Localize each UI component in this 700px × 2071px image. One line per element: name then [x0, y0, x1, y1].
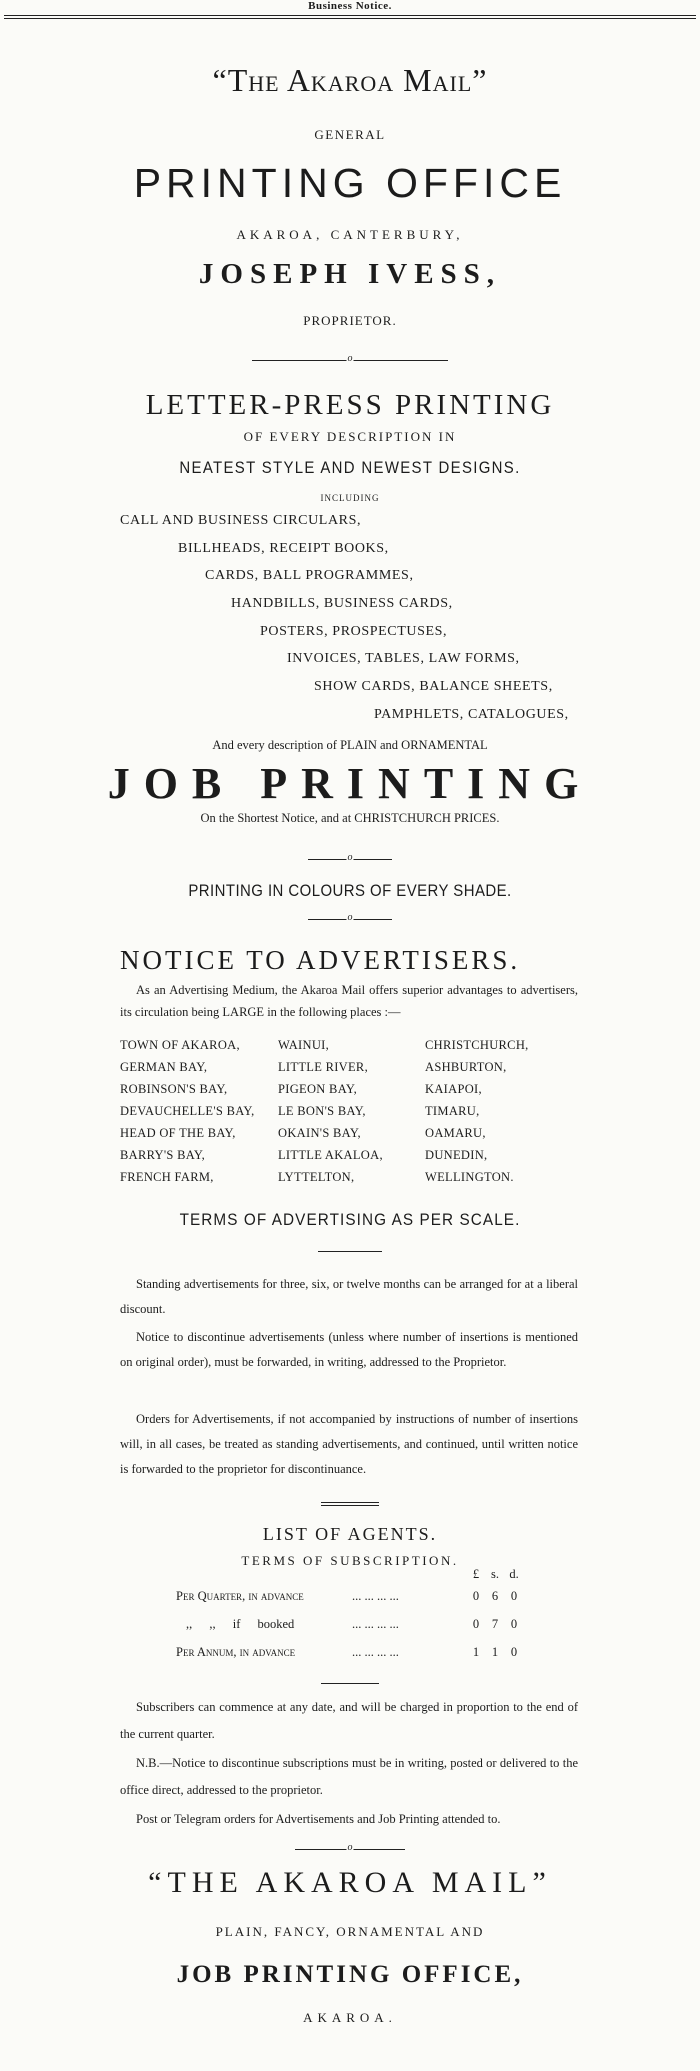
place-name: KAIAPOI,: [425, 1082, 482, 1096]
advertisers-paragraph: Standing advertisements for three, six, or twelve months can be arranged for at a liberal discount.: [120, 1277, 578, 1316]
subscription-pence: 0: [510, 1645, 518, 1659]
terms-advertising-heading: TERMS OF ADVERTISING AS PER SCALE.: [179, 1210, 521, 1229]
subscription-paragraph: N.B.—Notice to discontinue subscriptions must be in writing, posted or delivered to the office direct, addressed to the proprietor.: [120, 1756, 578, 1797]
printing-office-heading: PRINTING OFFICE: [133, 160, 567, 206]
list-of-agents-heading: LIST OF AGENTS.: [262, 1524, 438, 1544]
letterpress-subtitle: OF EVERY DESCRIPTION IN: [243, 429, 457, 444]
place-name: WELLINGTON.: [425, 1170, 514, 1184]
place-name: TOWN OF AKAROA,: [120, 1038, 240, 1052]
short-rule-double: [321, 1505, 379, 1506]
place-name: CHRISTCHURCH,: [425, 1038, 529, 1052]
subscription-label: ,, ,, if booked: [186, 1617, 295, 1631]
ornamental-divider: o: [252, 356, 448, 366]
proprietor-label: PROPRIETOR.: [303, 313, 397, 328]
leader-dots: ... ... ... ...: [352, 1617, 399, 1631]
footer-paper-name: “THE AKAROA MAIL”: [148, 1866, 552, 1899]
letterpress-style-line: NEATEST STYLE AND NEWEST DESIGNS.: [179, 458, 521, 477]
including-label: INCLUDING: [320, 493, 380, 503]
leader-dots: ... ... ... ...: [352, 1645, 399, 1659]
place-name: DEVAUCHELLE'S BAY,: [120, 1104, 255, 1118]
service-item: POSTERS, PROSPECTUSES,: [260, 624, 448, 639]
place-name: LITTLE AKALOA,: [278, 1148, 383, 1162]
service-item: PAMPHLETS, CATALOGUES,: [374, 707, 569, 722]
short-rule: [321, 1502, 379, 1503]
currency-header: d.: [509, 1567, 519, 1581]
subscription-shillings: 6: [491, 1589, 499, 1603]
subscription-pence: 0: [510, 1589, 518, 1603]
notice-advertisers-heading: NOTICE TO ADVERTISERS.: [120, 945, 521, 975]
footer-job-printing-office: JOB PRINTING OFFICE,: [176, 1961, 524, 1988]
short-rule: [318, 1251, 382, 1252]
ornamental-divider: o: [308, 855, 392, 865]
leader-dots: ... ... ... ...: [352, 1589, 399, 1603]
subscription-paragraph: Subscribers can commence at any date, and will be charged in proportion to the end of the current quarter.: [120, 1700, 578, 1741]
place-name: OKAIN'S BAY,: [278, 1126, 361, 1140]
place-name: HEAD OF THE BAY,: [120, 1126, 236, 1140]
ornamental-divider: o: [308, 915, 392, 925]
subscription-pounds: 0: [472, 1617, 480, 1631]
place-name: LE BON'S BAY,: [278, 1104, 366, 1118]
short-rule: [321, 1683, 379, 1684]
place-name: ROBINSON'S BAY,: [120, 1082, 228, 1096]
subscription-terms-heading: TERMS OF SUBSCRIPTION.: [241, 1553, 459, 1568]
ornamental-divider: o: [295, 1845, 405, 1855]
service-item: SHOW CARDS, BALANCE SHEETS,: [314, 679, 553, 694]
paper-name-heading: “The Akaroa Mail”: [212, 62, 488, 98]
general-label: GENERAL: [314, 127, 386, 142]
place-name: WAINUI,: [278, 1038, 330, 1052]
place-name: OAMARU,: [425, 1126, 486, 1140]
subscription-row: [0, 1617, 700, 1635]
place-name: DUNEDIN,: [425, 1148, 488, 1162]
place-name: LITTLE RIVER,: [278, 1060, 368, 1074]
letterpress-heading: LETTER-PRESS PRINTING: [145, 389, 555, 421]
place-name: FRENCH FARM,: [120, 1170, 214, 1184]
colours-heading: PRINTING IN COLOURS OF EVERY SHADE.: [188, 881, 512, 900]
subscription-pence: 0: [510, 1617, 518, 1631]
footer-plain-fancy: PLAIN, FANCY, ORNAMENTAL AND: [215, 1924, 485, 1939]
subscription-paragraph: Post or Telegram orders for Advertisements and Job Printing attended to.: [136, 1812, 501, 1826]
shortest-notice-line: On the Shortest Notice, and at CHRISTCHURCH PRICES.: [200, 811, 500, 825]
service-item: CARDS, BALL PROGRAMMES,: [205, 568, 414, 583]
subscription-label: Per Quarter, in advance: [176, 1589, 304, 1603]
subscription-row: [0, 1589, 700, 1607]
subscription-label: Per Annum, in advance: [176, 1645, 296, 1659]
service-item: INVOICES, TABLES, LAW FORMS,: [287, 651, 520, 666]
place-name: TIMARU,: [425, 1104, 480, 1118]
place-name: PIGEON BAY,: [278, 1082, 358, 1096]
header-rule-double: [4, 18, 696, 19]
place-name: LYTTELTON,: [278, 1170, 355, 1184]
currency-header-row: [0, 1567, 700, 1583]
subscription-pounds: 1: [472, 1645, 480, 1659]
job-printing-heading: JOB PRINTING: [107, 759, 593, 808]
subscription-shillings: 7: [491, 1617, 499, 1631]
proprietor-name: JOSEPH IVESS,: [198, 258, 502, 290]
place-name: BARRY'S BAY,: [120, 1148, 206, 1162]
header-rule: [4, 15, 696, 16]
location-line: AKAROA, CANTERBURY,: [236, 227, 464, 242]
subscription-shillings: 1: [491, 1645, 499, 1659]
currency-header: s.: [491, 1567, 499, 1581]
advertisers-intro: As an Advertising Medium, the Akaroa Mail offers superior advantages to advertisers, its circulation being LARGE in the following places :—: [120, 983, 578, 1019]
page-header-title: Business Notice.: [308, 0, 392, 12]
service-item: BILLHEADS, RECEIPT BOOKS,: [178, 541, 389, 556]
service-item: CALL AND BUSINESS CIRCULARS,: [120, 513, 362, 528]
subscription-pounds: 0: [472, 1589, 480, 1603]
advertisers-paragraph: Orders for Advertisements, if not accompanied by instructions of number of insertions will, in all cases, be treated as standing advertisements, and continued, until written notice is forwarded to the proprietor for discontinuance.: [120, 1412, 578, 1476]
place-name: GERMAN BAY,: [120, 1060, 208, 1074]
subscription-row: [0, 1645, 700, 1663]
service-item: HANDBILLS, BUSINESS CARDS,: [231, 596, 453, 611]
currency-header: £: [472, 1567, 480, 1581]
footer-location: AKAROA.: [303, 2010, 397, 2025]
place-name: ASHBURTON,: [425, 1060, 507, 1074]
and-every-description: And every description of PLAIN and ORNAMENTAL: [212, 738, 488, 752]
advertisers-paragraph: Notice to discontinue advertisements (unless where number of insertions is mentioned on original order), must be forwarded, in writing, addressed to the Proprietor.: [120, 1330, 578, 1369]
